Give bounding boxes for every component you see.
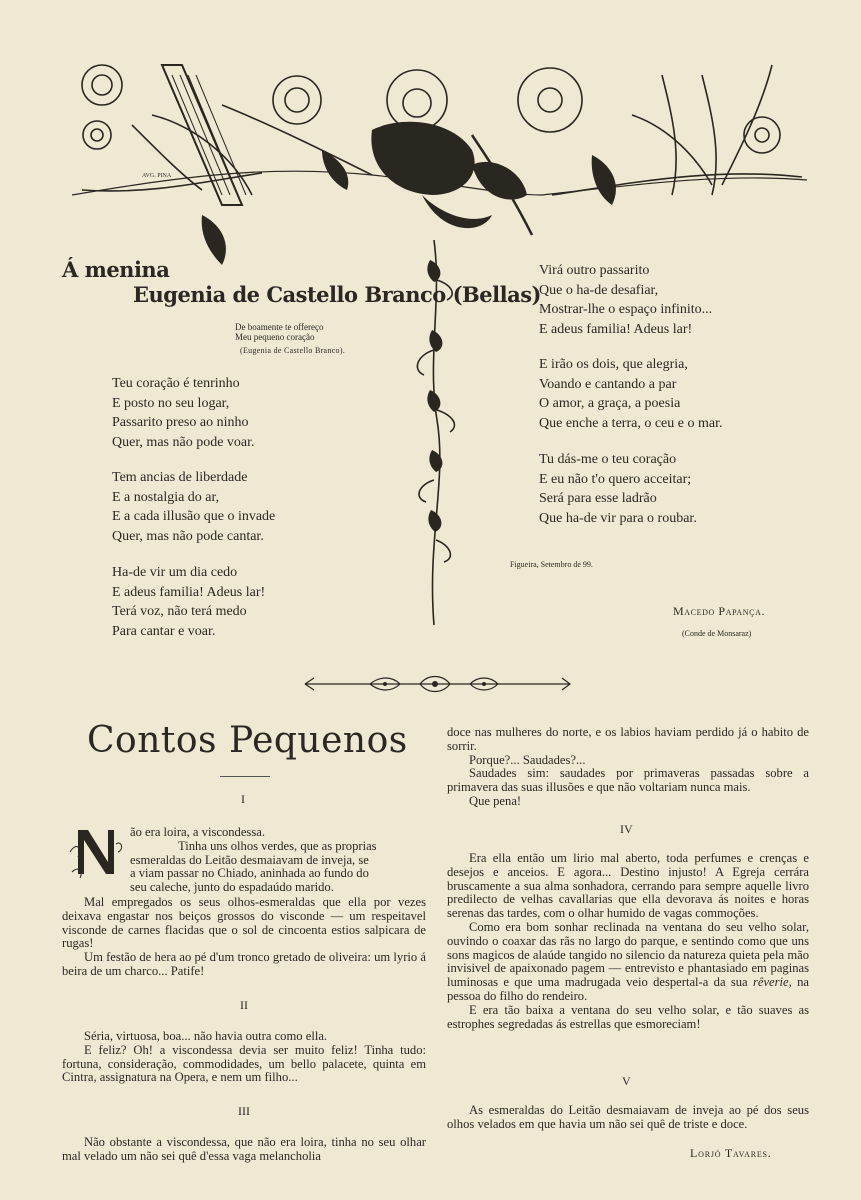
section-1-text <box>62 896 426 979</box>
poem-line: Voando e cantando a par <box>539 376 677 392</box>
poem-line: Ha-de vir um dia cedo <box>112 565 238 580</box>
prose-line: a viam passar no Chiado, aninhada ao fundo do <box>130 866 369 881</box>
poem-line: Teu coração é tenrinho <box>112 376 240 391</box>
poem-stanza <box>539 355 722 433</box>
section-3-text <box>62 1136 426 1164</box>
paragraph: E feliz? Oh! a viscondessa devia ser muito feliz! Tinha tudo: fortuna, consideração, commodidades, um bello palacete, quinta em Cintra, assignatura na Opera, e nem um filho... <box>62 1042 426 1085</box>
poem-line: Passarito preso ao ninho <box>112 415 249 430</box>
poem-line: E eu não t'o quero acceitar; <box>539 471 692 487</box>
poem-line: Mostrar-lhe o espaço infinito... <box>539 302 713 317</box>
poem-line: Tem ancias de liberdade <box>112 470 248 485</box>
prose-line: seu caleche, junto do espadaúdo marido. <box>130 880 334 895</box>
prose-line: esmeraldas do Leitão desmaiavam de inveja, se <box>130 852 369 867</box>
poem-line: E posto no seu logar, <box>112 395 230 411</box>
poem-line: Para cantar e voar. <box>112 623 216 639</box>
story-title: Contos Pequenos <box>87 720 408 761</box>
poem-line: E a cada illusão que o invade <box>112 509 276 524</box>
dedication-line1: Á menina <box>62 257 170 282</box>
epigraph-line: De boamente te offereço <box>235 322 324 332</box>
section-2-text <box>62 1030 426 1085</box>
poem-line: Virá outro passarito <box>539 263 650 278</box>
story-author: Lorjó Tavares. <box>690 1146 772 1160</box>
poem-line: Quer, mas não pode voar. <box>112 434 255 450</box>
paragraph: Não obstante a viscondessa, que não era loira, tinha no seu olhar mal velado um não sei quê d'essa vaga melancholia <box>62 1135 426 1163</box>
italic-word: rêverie, <box>752 975 792 990</box>
title-rule <box>220 776 270 777</box>
poem-line: Que enche a terra, o ceu e o mar. <box>539 415 723 431</box>
dropcap-n-ornament <box>68 822 124 880</box>
paragraph: Saudades sim: saudades por primaveras passadas sobre a primavera das suas illusões e que não voltariam nunca mais. <box>447 766 809 795</box>
dropcap-paragraph <box>130 826 426 895</box>
poem-stanza <box>112 374 255 452</box>
text-run: Como era bom sonhar reclinada na ventana do seu velho solar, ouvindo o coaxar das rãs no largo do parque, e sentindo como que uns sons magicos de alaúde tangido no silencio da natureza quieta pela mão invisivel de apaixonado pagem — entrevisto e phantasiado em paginas luminosas e que uma madrugada veio despertal-a da sua <box>447 919 809 990</box>
paragraph: Porque?... Saudades?... <box>469 752 586 767</box>
poem-line: E a nostalgia do ar, <box>112 489 220 505</box>
section-4-text <box>447 852 809 1031</box>
poem-stanza <box>112 563 265 641</box>
poem-line: Que o ha-de desafiar, <box>539 282 659 298</box>
poem-place-date: Figueira, Setembro de 99. <box>510 560 593 569</box>
text-run: na pessoa do filho do rendeiro. <box>447 975 809 1003</box>
paragraph: doce nas mulheres do norte, e os labios haviam perdido já o habito de sorrir. <box>447 725 809 753</box>
paragraph: Era ella então um lirio mal aberto, toda perfumes e crenças e desejos e anceios. E agora... Destino injusto! A Egreja cerrára bruscamente a sua alma sonhadora, cerrando para sempre aquelle livro predilecto de velhas cavallarias que ella devorava ás noites e horas serenas das tardes, com o olhar humido de vagas commoções. <box>447 851 809 921</box>
prose-line: Tinha uns olhos verdes, que as proprias <box>178 838 377 853</box>
epigraph-line: Meu pequeno coração <box>235 332 315 342</box>
dedication-line2: Eugenia de Castello Branco (Bellas) <box>133 282 541 307</box>
prose-line: ão era loira, a viscondessa. <box>130 825 265 839</box>
poem-line: Que ha-de vir para o roubar. <box>539 510 697 526</box>
paragraph: Um festão de hera ao pé d'um tronco gretado de oliveira: um lyrio á beira de um charco... Patife! <box>62 950 426 978</box>
poem-line: E irão os dois, que alegria, <box>539 357 688 372</box>
section-numeral: I <box>241 792 245 806</box>
poem-line: O amor, a graça, a poesia <box>539 396 681 411</box>
epigraph <box>235 322 324 342</box>
poem-line: E adeus familia! Adeus lar! <box>539 321 693 337</box>
poem-author: Macedo Papança. <box>673 604 766 618</box>
paragraph <box>447 921 809 1004</box>
paragraph: As esmeraldas do Leitão desmaiavam de inveja ao pé dos seus olhos velados em que havia um não sei quê de triste e doce. <box>447 1103 809 1131</box>
paragraph: E era tão baixa a ventana do seu velho solar, e tão suaves as estrophes segredadas ás estrellas que esmoreciam! <box>447 1002 809 1031</box>
poem-author-note: (Conde de Monsaraz) <box>682 629 752 638</box>
section-5-text <box>447 1104 809 1132</box>
poem-line: Tu dás-me o teu coração <box>539 452 677 467</box>
floral-lyre-banner <box>72 55 812 270</box>
section-numeral: III <box>238 1104 250 1118</box>
paragraph: Que pena! <box>469 793 522 808</box>
epigraph-source: (Eugenia de Castello Branco). <box>240 346 346 355</box>
section-numeral: IV <box>620 822 633 836</box>
paragraph: Séria, virtuosa, boa... não havia outra como ella. <box>84 1029 328 1043</box>
section-numeral: II <box>240 998 248 1012</box>
poem-line: Terá voz, não terá medo <box>112 604 247 619</box>
poem-line: E adeus familia! Adeus lar! <box>112 584 266 600</box>
poem-line: Será para esse ladrão <box>539 491 657 506</box>
paragraph: Mal empregados os seus olhos-esmeraldas que ella por vezes deixava engastar nos beiços grossos do visconde — um respeitavel visconde de carnes flacidas que o sol de cincoenta estios salpicara de rugas! <box>62 895 426 951</box>
poem-stanza <box>112 468 275 546</box>
ornamental-divider <box>300 670 575 698</box>
section-numeral: V <box>622 1074 631 1088</box>
poem-line: Quer, mas não pode cantar. <box>112 528 264 544</box>
section-3-continued <box>447 726 809 809</box>
banner-signature: AVG. PINA <box>142 173 172 179</box>
poem-stanza <box>539 450 697 528</box>
poem-stanza <box>539 261 712 339</box>
